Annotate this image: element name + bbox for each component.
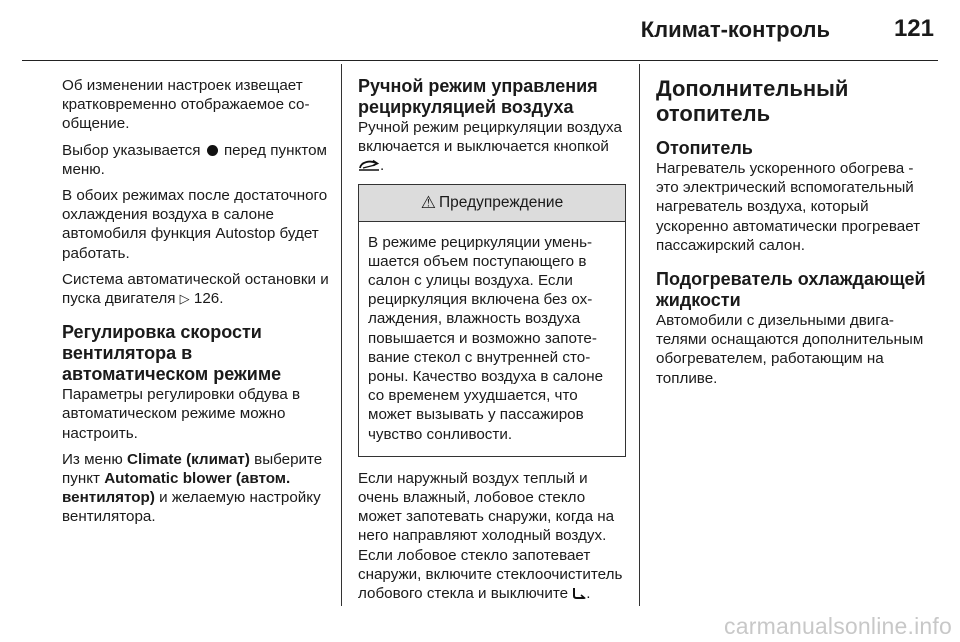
watermark: carmanualsonline.info <box>724 613 952 639</box>
text: и желаемую настройку вентилятора. <box>62 489 321 526</box>
text: Выбор указывается <box>62 141 201 159</box>
paragraph <box>62 270 330 308</box>
recirculation-icon <box>358 156 380 175</box>
page-reference-arrow-icon: ▷ <box>179 291 190 307</box>
paragraph: Об изменении настроек извещает кратковременно отображаемое сообщение. <box>62 77 310 133</box>
text: Система автоматической остановки и пуска двигателя <box>62 270 329 308</box>
menu-item-label: Automatic blower (автом. вентилятор) <box>62 470 291 507</box>
text: Если наружный воздух теплый и очень влажный, лобовое стекло может запотевать снаружи, когда на него направляют холодный воздух. Если лобовое стекло запотевает снаружи, включите стеклоочиститель лобового стекла и выключите <box>358 469 623 603</box>
chapter-heading: Дополнительный отопитель <box>656 76 849 126</box>
paragraph <box>62 450 330 527</box>
selection-dot-icon <box>207 145 218 156</box>
paragraph: Параметры регулировки обдува в автоматическом режиме можно настроить. <box>62 386 301 442</box>
text: Ручной режим рециркуляции воздуха включается и выключается кнопкой <box>358 119 622 156</box>
warning-triangle-icon: ⚠ <box>420 193 437 212</box>
text: перед пунктом меню. <box>62 141 327 178</box>
text: Из меню <box>62 450 123 468</box>
paragraph: В обоих режимах после достаточного охлаждения воздуха в салоне автомобиля функция Autostop будет работать. <box>62 187 328 262</box>
paragraph <box>62 141 330 179</box>
warning-box <box>358 184 626 457</box>
subsection-heading: Отопитель <box>656 138 753 158</box>
page-title: Климат-контроль <box>640 17 830 42</box>
column-middle <box>358 76 626 610</box>
text: . <box>380 157 385 175</box>
page-reference: 126. <box>193 290 224 308</box>
paragraph: Нагреватель ускоренного обогрева - это электрический вспомогательный нагреватель воздуха, который ускоренно автоматически прогревает пассажирский салон. <box>656 160 921 254</box>
warning-header <box>359 185 625 222</box>
column-left <box>62 76 330 534</box>
subsection-heading: Подогреватель охлаждающей жидкости <box>656 269 926 311</box>
column-right <box>656 76 928 395</box>
column-divider <box>341 64 342 606</box>
page-number: 121 <box>893 15 934 42</box>
text: выберите пункт <box>62 450 323 488</box>
air-intake-icon <box>572 584 586 603</box>
section-heading: Ручной режим управления рециркуляцией воздуха <box>358 76 598 117</box>
warning-text: В режиме рециркуляции уменьшается объем поступающего в салон с улицы воздуха. Если рециркуляция включена без охлаждения, влажность воздуха повышается и возможно запотевание стекол с внутренней стороны. Качество воздуха в салоне со временем ухудшается, что может вызывать у пассажиров чувство сонливости. <box>368 233 604 443</box>
text: . <box>586 585 591 603</box>
paragraph: Автомобили с дизельными двигателями оснащаются дополнительным обогревателем, работающим на топливе. <box>656 312 924 387</box>
menu-item-label: Climate (климат) <box>127 450 250 468</box>
section-heading: Регулировка скорости вентилятора в автоматическом режиме <box>62 322 282 385</box>
paragraph <box>358 469 626 603</box>
paragraph <box>358 118 626 176</box>
column-divider <box>639 64 640 606</box>
page-header <box>22 0 938 61</box>
warning-title: Предупреждение <box>439 194 564 211</box>
